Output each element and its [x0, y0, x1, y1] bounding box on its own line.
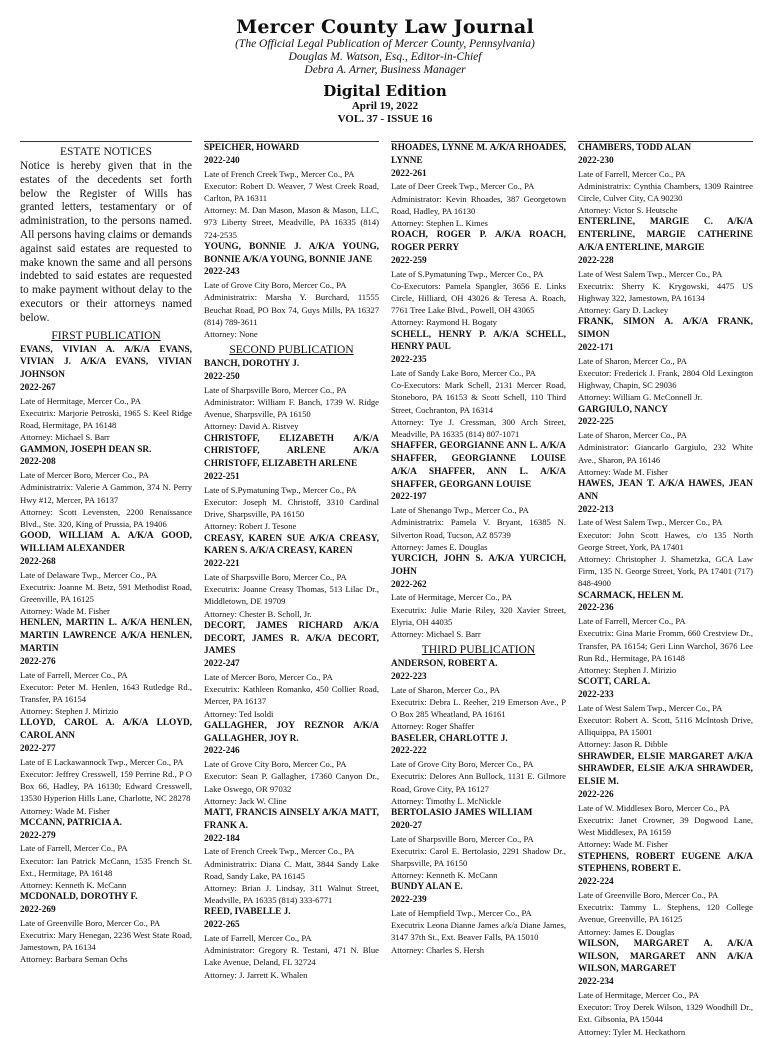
residence-line: Late of Greenville Boro, Mercer Co., PA — [20, 917, 161, 928]
attorney-line: Attorney: Kenneth K. McCann — [20, 879, 127, 890]
decedent-name: CHAMBERS, TODD ALAN — [578, 143, 692, 153]
case-number: 2022-243 — [204, 267, 240, 278]
attorney-line: Attorney: M. Dan Mason, Mason & Mason, LLC, 973 Liberty Street, Meadville, PA 16335 (814) 724-2535 — [204, 205, 379, 240]
representative-line: Executor: Ian Patrick McCann, 1535 French St. Ext., Hermitage, PA 16148 — [20, 855, 192, 878]
estate-notice — [204, 906, 379, 980]
attorney-line: Attorney: Charles S. Hersh — [391, 944, 485, 955]
decedent-name: SPEICHER, HOWARD — [204, 143, 300, 153]
column-2 — [204, 141, 379, 1038]
decedent-name: GAMMON, JOSEPH DEAN SR. — [20, 444, 152, 455]
attorney-line: Attorney: Michael S. Barr — [391, 629, 481, 640]
residence-line: Late of French Creek Twp., Mercer Co., PA — [204, 168, 355, 179]
estate-notice — [578, 478, 753, 590]
decedent-name: BANCH, DOROTHY J. — [204, 359, 300, 370]
residence-line: Late of Hermitage, Mercer Co., PA — [391, 592, 512, 603]
case-number: 2022-239 — [391, 895, 427, 906]
case-number: 2022-171 — [578, 343, 614, 353]
publication-heading — [204, 343, 379, 357]
case-number: 2022-223 — [391, 672, 427, 683]
decedent-name: RHOADES, LYNNE M. A/K/A RHOADES, LYNNE — [391, 143, 566, 166]
case-number: 2022-234 — [578, 977, 614, 988]
representative-line: Executor: Frederick J. Frank, 2804 Old Lexington Highway, Chapin, SC 29036 — [578, 368, 753, 391]
case-number: 2022-224 — [578, 877, 614, 888]
attorney-line: Attorney: Roger Shaffer — [391, 721, 475, 732]
case-number: 2022-262 — [391, 579, 427, 590]
residence-line: Late of Sharon, Mercer Co., PA — [391, 684, 500, 695]
attorney-line: Attorney: Tye J. Cressman, 300 Arch Street, Meadville, PA 16335 (814) 807-1071 — [391, 416, 566, 440]
case-number: 2022-222 — [391, 746, 427, 757]
representative-line: Co-Executors: Mark Schell, 2131 Mercer Road, Stoneboro, PA 16153 & Scott Schell, 110 Third Street, Cochranton, PA 16314 — [391, 380, 566, 415]
residence-line: Late of Delaware Twp., Mercer Co., PA — [20, 569, 157, 580]
masthead — [0, 0, 770, 126]
estate-notice — [578, 142, 753, 216]
decedent-name: MCCANN, PATRICIA A. — [20, 817, 122, 828]
residence-line: Late of Farrell, Mercer Co., PA — [204, 933, 312, 944]
representative-line: Executrix: Mary Henegan, 2236 West State Road, Jamestown, PA 16134 — [20, 929, 192, 953]
representative-line: Executor: Troy Derek Wilson, 1329 Woodhill Dr., Ext. Gibsonia, PA 15044 — [578, 1002, 753, 1025]
estate-notice — [578, 938, 753, 1038]
estate-notice — [391, 733, 566, 807]
estate-notices-intro: Notice is hereby given that in the estates of the decedents set forth below the Register of Wills has granted letters, testamentary or of administration, to the persons named. All persons having claims or demands against said estates are requested to make known the same and all persons indebted to said estates are requested to make payment without delay to the executors or their attorneys named below. — [20, 160, 192, 324]
representative-line: Executrix: Julie Marie Riley, 320 Xavier Street, Elyria, OH 44035 — [391, 604, 566, 627]
residence-line: Late of Hermitage, Mercer Co., PA — [578, 990, 699, 1001]
representative-line: Executor: Robert D. Weaver, 7 West Creek Road, Carlton, PA 16311 — [204, 180, 379, 203]
notice-list — [20, 329, 192, 966]
representative-line: Executrix: Marjorie Petroski, 1965 S. Keel Ridge Road, Hermitage, PA 16148 — [20, 407, 192, 431]
decedent-name: STEPHENS, ROBERT EUGENE A/K/A STEPHENS, ROBERT E. — [578, 851, 753, 875]
residence-line: Late of Farrell, Mercer Co., PA — [20, 843, 128, 854]
attorney-line: Attorney: Christopher J. Shametzka, GCA Law Firm, 135 N. George Street, York, PA 17401 (717) 848-4900 — [578, 554, 753, 589]
representative-line: Executor: Sean P. Gallagher, 17360 Canyon Dr., Lake Oswego, OR 97032 — [204, 771, 379, 794]
representative-line: Executrix: Kathleen Romanko, 450 Collier Road, Mercer, PA 16137 — [204, 684, 379, 707]
notice-list — [578, 142, 753, 1038]
decedent-name: EVANS, VIVIAN A. A/K/A EVANS, VIVIAN J. A/K/A EVANS, VIVIAN JOHNSON — [20, 344, 192, 381]
estate-notice — [578, 751, 753, 851]
residence-line: Late of Sandy Lake Boro, Mercer Co., PA — [391, 368, 536, 378]
residence-line: Late of E Lackawannock Twp., Mercer Co., PA — [20, 756, 184, 767]
residence-line: Late of Hermitage, Mercer Co., PA — [20, 395, 141, 406]
column-1 — [20, 141, 192, 1038]
attorney-line: Attorney: Raymond H. Bogaty — [391, 317, 497, 328]
publication-heading — [20, 329, 192, 343]
decedent-name: REED, IVABELLE J. — [204, 907, 291, 918]
attorney-line: Attorney: Jason R. Dibble — [578, 739, 668, 750]
case-number: 2022-240 — [204, 155, 240, 166]
residence-line: Late of Sharon, Mercer Co., PA — [578, 355, 687, 366]
editor-line: Douglas M. Watson, Esq., Editor-in-Chief — [288, 51, 482, 63]
representative-line: Administratrix: Diana C. Matt, 3844 Sandy Lake Road, Sandy Lake, PA 16145 — [204, 858, 379, 881]
attorney-line: Attorney: Tyler M. Heckathorn — [578, 1026, 686, 1037]
residence-line: Late of Mercer Boro, Mercer Co., PA — [204, 672, 333, 683]
case-number: 2022-230 — [578, 155, 614, 166]
estate-notice — [578, 851, 753, 938]
representative-line: Executor: Jeffrey Cresswell, 159 Perrine Rd., P O Box 66, Hadley, PA 16130; Edward Cresswell, 13530 Hyperion Hills Lane, Charlotte, NC 28278 — [20, 768, 192, 804]
representative-line: Executor: John Scott Hawes, c/o 135 North George Street, York, PA 17401 — [578, 529, 753, 552]
residence-line: Late of Deer Creek Twp., Mercer Co., PA — [391, 181, 535, 192]
representative-line: Administratrix: Cynthia Chambers, 1309 Raintree Circle, Culver City, CA 90230 — [578, 180, 753, 203]
decedent-name: YURCICH, JOHN S. A/K/A YURCICH, JOHN — [391, 554, 566, 577]
estate-notices-heading: ESTATE NOTICES — [59, 146, 153, 158]
estate-notice — [20, 891, 192, 965]
estate-notice — [204, 241, 379, 340]
representative-line: Executrix: Delores Ann Bullock, 1131 E. Gilmore Road, Grove City, PA 16127 — [391, 771, 566, 794]
column-3 — [391, 141, 566, 1038]
case-number: 2022-225 — [578, 417, 614, 428]
attorney-line: Attorney: Stephen J. Mirizio — [20, 706, 119, 717]
residence-line: Late of Farrell, Mercer Co., PA — [578, 616, 686, 627]
residence-line: Late of Greenville Boro, Mercer Co., PA — [578, 890, 719, 901]
decedent-name: ANDERSON, ROBERT A. — [391, 659, 498, 670]
attorney-line: Attorney: Brian J. Lindsay, 311 Walnut Street, Meadville, PA 16335 (814) 333-6771 — [204, 883, 379, 906]
case-number: 2022-221 — [204, 559, 240, 570]
attorney-line: Attorney: William G. McConnell Jr. — [578, 392, 703, 403]
representative-line: Executrix: Tammy L. Stephens, 120 College Avenue, Greenville, PA 16125 — [578, 902, 753, 925]
decedent-name: HENLEN, MARTIN L. A/K/A HENLEN, MARTIN LAWRENCE A/K/A HENLEN, MARTIN — [20, 618, 192, 654]
case-number: 2022-247 — [204, 659, 240, 670]
estate-notice — [204, 433, 379, 533]
estate-notice — [391, 142, 566, 229]
case-number: 2022-269 — [20, 904, 56, 915]
case-number: 2022-267 — [20, 382, 56, 393]
attorney-line: Attorney: Stephen J. Mirizio — [578, 665, 677, 676]
representative-line: Administrator: William F. Banch, 1739 W. Ridge Avenue, Sharpsville, PA 16150 — [204, 397, 379, 420]
decedent-name: LLOYD, CAROL A. A/K/A LLOYD, CAROL ANN — [20, 718, 192, 742]
attorney-line: Attorney: Wade M. Fisher — [20, 805, 110, 816]
decedent-name: BUNDY ALAN E. — [391, 882, 463, 893]
estate-notice — [204, 358, 379, 432]
estate-notice — [391, 553, 566, 640]
residence-line: Late of S.Pymatuning Twp., Mercer Co., PA — [204, 484, 357, 495]
attorney-line: Attorney: Wade M. Fisher — [578, 466, 668, 477]
decedent-name: MATT, FRANCIS AINSELY A/K/A MATT, FRANK A. — [204, 808, 379, 831]
representative-line: Administrator: Giancarlo Gargiulo, 232 White Ave., Sharon, PA 16146 — [578, 442, 753, 465]
case-number: 2022-233 — [578, 690, 614, 701]
residence-line: Late of Sharpsville Boro, Mercer Co., PA — [204, 572, 347, 583]
attorney-line: Attorney: Ted Isoldi — [204, 708, 274, 719]
representative-line: Executrix: Sherry K. Krygowski, 4475 US Highway 322, Jamestown, PA 16134 — [578, 280, 753, 303]
attorney-line: Attorney: Robert J. Tesone — [204, 521, 297, 532]
publication-heading-text: FIRST PUBLICATION — [51, 329, 161, 342]
case-number: 2022-236 — [578, 603, 614, 614]
residence-line: Late of West Salem Twp., Mercer Co., PA — [578, 702, 723, 713]
decedent-name: CREASY, KAREN SUE A/K/A CREASY, KAREN S. A/K/A CREASY, KAREN — [204, 533, 379, 557]
edition-label: Digital Edition — [323, 82, 447, 100]
residence-line: Late of West Salem Twp., Mercer Co., PA — [578, 268, 723, 279]
representative-line: Administrator: Gregory R. Testani, 471 N. Blue Lake Avenue, Deland, FL 32724 — [204, 945, 379, 968]
business-manager-line: Debra A. Arner, Business Manager — [304, 64, 466, 76]
residence-line: Late of West Salem Twp., Mercer Co., PA — [578, 517, 723, 528]
decedent-name: ROACH, ROGER P. A/K/A ROACH, ROGER PERRY — [391, 230, 566, 253]
case-number: 2022-277 — [20, 743, 56, 754]
case-number: 2022-184 — [204, 833, 240, 844]
decedent-name: SHAFFER, GEORGIANNE ANN L. A/K/A SHAFFER, GEORGIANNE LOUISE A/K/A SHAFFER, ANN L. A/K/A SHAFFER, GEORGANN LOUISE — [391, 441, 566, 490]
decedent-name: FRANK, SIMON A. A/K/A FRANK, SIMON — [578, 317, 753, 341]
case-number: 2022-279 — [20, 830, 56, 841]
decedent-name: SHRAWDER, ELSIE MARGARET A/K/A SHRAWDER, ELSIE A/K/A SHRAWDER, ELSIE M. — [578, 751, 753, 788]
residence-line: Late of S.Pymatuning Twp., Mercer Co., PA — [391, 268, 544, 279]
residence-line: Late of Sharpsville Boro, Mercer Co., PA — [204, 384, 347, 395]
attorney-line: Attorney: Wade M. Fisher — [20, 606, 110, 617]
estate-notice — [578, 676, 753, 750]
notice-columns — [20, 141, 753, 1037]
residence-line: Late of French Creek Twp., Mercer Co., PA — [204, 846, 355, 857]
case-number: 2022-250 — [204, 372, 240, 383]
attorney-line: Attorney: Timothy L. McNickle — [391, 795, 502, 806]
case-number: 2022-276 — [20, 656, 56, 667]
case-number: 2022-251 — [204, 472, 240, 483]
decedent-name: GOOD, WILLIAM A. A/K/A GOOD, WILLIAM ALEXANDER — [20, 531, 192, 554]
representative-line: Executor: Joseph M. Christoff, 3310 Cardinal Drive, Sharpsville, PA 16150 — [204, 497, 379, 520]
publication-heading-text: SECOND PUBLICATION — [229, 344, 354, 357]
issue-date: April 19, 2022 — [351, 100, 419, 112]
representative-line: Executor: Peter M. Henlen, 1643 Rutledge Rd., Transfer, PA 16154 — [20, 681, 192, 704]
representative-line: Executor: Robert A. Scott, 5116 McIntosh Drive, Alliquippa, PA 15001 — [578, 715, 753, 738]
issue-number: VOL. 37 - ISSUE 16 — [337, 113, 433, 125]
case-number: 2022-208 — [20, 457, 56, 468]
representative-line: Administrator: Kevin Rhoades, 387 Georgetown Road, Hadley, PA 16130 — [391, 193, 566, 216]
notice-list — [204, 142, 379, 981]
representative-line: Executrix: Carol E. Bertolasio, 2291 Shadow Dr., Sharpsville, PA 16150 — [391, 845, 566, 869]
case-number: 2022-213 — [578, 504, 614, 515]
decedent-name: YOUNG, BONNIE J. A/K/A YOUNG, BONNIE A/K/A YOUNG, BONNIE JANE — [204, 241, 379, 265]
estate-notice — [391, 658, 566, 732]
estate-notice — [204, 533, 379, 620]
case-number: 2022-235 — [391, 355, 427, 366]
attorney-line: Attorney: Scott Levensten, 2200 Renaissance Blvd., Ste. 320, King of Prussia, PA 19406 — [20, 506, 192, 529]
estate-notice — [20, 617, 192, 717]
attorney-line: Attorney: James E. Douglas — [578, 926, 675, 937]
decedent-name: GARGIULO, NANCY — [578, 404, 668, 415]
decedent-name: ENTERLINE, MARGIE C. A/K/A ENTERLINE, MARGIE CATHERINE A/K/A ENTERLINE, MARGIE — [578, 217, 753, 253]
decedent-name: WILSON, MARGARET A. A/K/A WILSON, MARGARET ANN A/K/A WILSON, MARGARET — [578, 938, 753, 975]
decedent-name: DECORT, JAMES RICHARD A/K/A DECORT, JAMES R. A/K/A DECORT, JAMES — [204, 620, 379, 657]
attorney-line: Attorney: J. Jarrett K. Whalen — [204, 969, 308, 980]
journal-title: Mercer County Law Journal — [236, 16, 534, 38]
representative-line: Administratrix: Marsha Y. Burchard, 11555 Beuchat Road, PO Box 74, Guys Mills, PA 16327 (814) 789-3611 — [204, 292, 379, 327]
residence-line: Late of Mercer Boro, Mercer Co., PA — [20, 470, 149, 481]
estate-notice — [204, 142, 379, 241]
estate-notice — [578, 316, 753, 403]
column-4 — [578, 141, 753, 1038]
case-number: 2022-228 — [578, 255, 614, 266]
estate-notice — [578, 590, 753, 677]
estate-notice — [391, 440, 566, 553]
case-number: 2022-226 — [578, 790, 614, 801]
residence-line: Late of Grove City Boro, Mercer Co., PA — [204, 280, 347, 291]
estate-notice — [204, 720, 379, 807]
decedent-name: SCHELL, HENRY P. A/K/A SCHELL, HENRY PAUL — [391, 329, 566, 353]
decedent-name: BERTOLASIO JAMES WILLIAM — [391, 808, 533, 819]
publication-heading-text: THIRD PUBLICATION — [421, 644, 536, 657]
attorney-line: Attorney: None — [204, 329, 258, 340]
residence-line: Late of Shenango Twp., Mercer Co., PA — [391, 505, 529, 516]
case-number: 2022-197 — [391, 492, 427, 503]
case-number: 2022-259 — [391, 255, 427, 266]
estate-notice — [20, 717, 192, 816]
residence-line: Late of Sharon, Mercer Co., PA — [578, 430, 687, 441]
estate-notice — [391, 329, 566, 441]
decedent-name: HAWES, JEAN T. A/K/A HAWES, JEAN ANN — [578, 479, 753, 502]
attorney-line: Attorney: Victor S. Heutsche — [578, 205, 678, 216]
estate-notice — [391, 807, 566, 881]
attorney-line: Attorney: James E. Douglas — [391, 541, 488, 552]
residence-line: Late of Farrell, Mercer Co., PA — [20, 669, 128, 680]
decedent-name: MCDONALD, DOROTHY F. — [20, 892, 138, 903]
estate-notice — [20, 817, 192, 891]
representative-line: Executrix: Janet Crowner, 39 Dogwood Lane, West Middlesex, PA 16159 — [578, 815, 753, 838]
decedent-name: GALLAGHER, JOY REZNOR A/K/A GALLAGHER, JOY R. — [204, 720, 379, 744]
estate-notice — [391, 881, 566, 955]
case-number: 2022-268 — [20, 556, 56, 567]
residence-line: Late of Grove City Boro, Mercer Co., PA — [204, 759, 347, 770]
attorney-line: Attorney: Stephen L. Kimes — [391, 218, 488, 228]
case-number: 2022-246 — [204, 746, 240, 757]
case-number: 2020-27 — [391, 820, 422, 831]
estate-notice — [20, 444, 192, 531]
attorney-line: Attorney: Michael S. Barr — [20, 432, 110, 443]
representative-line: Administratrix: Valerie A Gammon, 374 N. Perry Hwy #12, Mercer, PA 16137 — [20, 482, 192, 505]
residence-line: Late of Sharpsville Boro, Mercer Co., PA — [391, 833, 534, 844]
decedent-name: BASELER, CHARLOTTE J. — [391, 733, 508, 744]
residence-line: Late of Hempfield Twp., Mercer Co., PA — [391, 908, 532, 919]
attorney-line: Attorney: Jack W. Cline — [204, 795, 287, 806]
representative-line: Executrix: Joanne M. Betz, 591 Methodist Road, Greenville, PA 16125 — [20, 581, 192, 604]
decedent-name: CHRISTOFF, ELIZABETH A/K/A CHRISTOFF, ARLENE A/K/A CHRISTOFF, ELIZABETH ARLENE — [204, 433, 379, 470]
notice-list — [391, 142, 566, 956]
representative-line: Administratrix: Pamela V. Bryant, 16385 N. Silverton Road, Tucson, AZ 85739 — [391, 517, 566, 540]
estate-notice — [204, 620, 379, 720]
attorney-line: Attorney: David A. Ristvey — [204, 421, 299, 432]
estate-notice — [578, 404, 753, 478]
attorney-line: Attorney: Gary D. Lackey — [578, 305, 669, 316]
representative-line: Executrix: Joanne Creasy Thomas, 513 Lilac Dr., Middletown, DE 19709 — [204, 584, 379, 607]
estate-notice — [20, 344, 192, 444]
estate-notice — [578, 216, 753, 316]
attorney-line: Attorney: Wade M. Fisher — [578, 839, 668, 850]
estate-notice — [20, 530, 192, 617]
residence-line: Late of Farrell, Mercer Co., PA — [578, 168, 686, 179]
publication-heading — [391, 643, 566, 657]
representative-line: Executrix: Gina Marie Fromm, 660 Crestview Dr., Transfer, PA 16154; Geri Linn Warchol, 3676 Lee Run Rd., Hermitage, PA 16148 — [578, 628, 753, 663]
case-number: 2022-261 — [391, 168, 427, 179]
estate-notice — [204, 807, 379, 906]
decedent-name: SCOTT, CARL A. — [578, 677, 651, 688]
representative-line: Executrix Leona Dianne James a/k/a Diane James, 3147 37th St., Ext. Beaver Falls, PA 15010 — [391, 920, 566, 943]
residence-line: Late of Grove City Boro, Mercer Co., PA — [391, 759, 534, 770]
representative-line: Co-Executors: Pamela Spangler, 3656 E. Links Circle, Hilliard, OH 43026 & Teresa A. Roach, 7761 Tree Lake Blvd., Powell, OH 43065 — [391, 280, 566, 316]
journal-subtitle: (The Official Legal Publication of Mercer County, Pennsylvania) — [235, 38, 535, 50]
attorney-line: Attorney: Kenneth K. McCann — [391, 870, 498, 881]
attorney-line: Attorney: Chester B. Scholl, Jr. — [204, 608, 312, 619]
representative-line: Executrix: Debra L. Reeher, 219 Emerson Ave., P O Box 285 Wheatland, PA 16161 — [391, 697, 566, 720]
attorney-line: Attorney: Barbara Seman Ochs — [20, 954, 128, 965]
case-number: 2022-265 — [204, 920, 240, 931]
residence-line: Late of W. Middlesex Boro, Mercer Co., PA — [578, 802, 730, 813]
decedent-name: SCARMACK, HELEN M. — [578, 590, 684, 601]
estate-notice — [391, 229, 566, 328]
